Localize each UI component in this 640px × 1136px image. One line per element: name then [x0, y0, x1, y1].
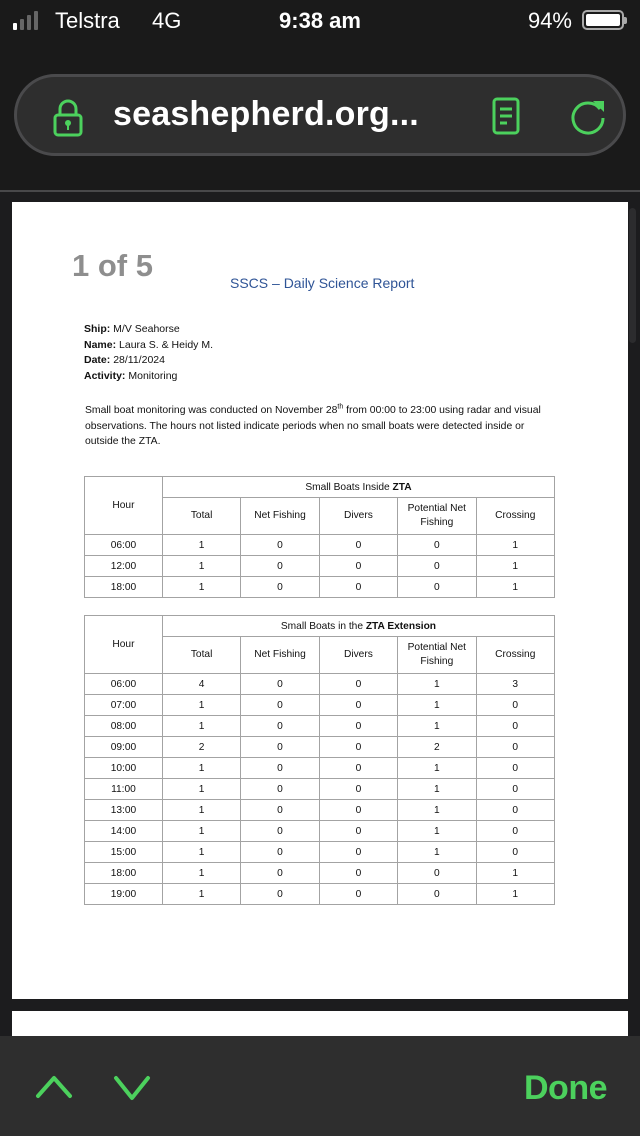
document-title: SSCS – Daily Science Report [230, 275, 415, 291]
meta-name: Name: Laura S. & Heidy M. [84, 338, 213, 351]
table-row [85, 884, 555, 905]
table-inside-zta [84, 476, 555, 598]
meta-date: Date: 28/11/2024 [84, 354, 165, 366]
cell-value: 0 [476, 800, 554, 821]
cell-value: 1 [162, 758, 240, 779]
table-row [85, 821, 555, 842]
cell-hour: 06:00 [85, 535, 163, 556]
column-header: Total [162, 637, 240, 674]
column-header: Net Fishing [241, 498, 319, 535]
cell-value: 0 [319, 821, 397, 842]
clock: 9:38 am [279, 8, 361, 33]
cell-value: 0 [319, 884, 397, 905]
cell-value: 0 [241, 779, 319, 800]
column-header: Potential Net Fishing [398, 498, 476, 535]
chevron-down-icon[interactable] [108, 1066, 156, 1111]
cell-value: 1 [162, 842, 240, 863]
cell-value: 0 [319, 695, 397, 716]
cell-value: 0 [241, 884, 319, 905]
cell-value: 0 [241, 556, 319, 577]
battery-percent: 94% [527, 8, 572, 33]
chevron-up-icon[interactable] [30, 1066, 78, 1111]
table-group-header: Small Boats Inside ZTA [162, 477, 554, 498]
table-row [85, 737, 555, 758]
column-header: Crossing [476, 498, 554, 535]
cell-value: 0 [241, 737, 319, 758]
cell-value: 0 [476, 716, 554, 737]
cell-value: 0 [319, 674, 397, 695]
cell-hour: 07:00 [85, 695, 163, 716]
cell-value: 1 [476, 863, 554, 884]
cell-value: 1 [476, 884, 554, 905]
intro-paragraph: Small boat monitoring was conducted on November 28th from 00:00 to 23:00 using radar and visual observations. The hours not listed indicate periods when no small boats were detected inside or outside the ZTA. [85, 403, 541, 447]
cell-hour: 08:00 [85, 716, 163, 737]
cell-value: 1 [476, 577, 554, 598]
cell-hour: 18:00 [85, 577, 163, 598]
cell-hour: 10:00 [85, 758, 163, 779]
cell-value: 1 [162, 821, 240, 842]
cell-value: 0 [476, 695, 554, 716]
table-row [85, 577, 555, 598]
cell-value: 0 [241, 674, 319, 695]
cell-value: 0 [319, 758, 397, 779]
table-row [85, 695, 555, 716]
column-header: Potential Net Fishing [398, 637, 476, 674]
status-bar [0, 0, 640, 40]
column-header: Divers [319, 637, 397, 674]
meta-ship: Ship: M/V Seahorse [84, 323, 180, 335]
cell-value: 1 [398, 674, 476, 695]
scrollbar[interactable] [629, 208, 636, 343]
cell-hour: 09:00 [85, 737, 163, 758]
cell-value: 1 [162, 535, 240, 556]
cell-value: 3 [476, 674, 554, 695]
column-header: Net Fishing [241, 637, 319, 674]
cell-value: 0 [241, 758, 319, 779]
table-row [85, 535, 555, 556]
column-header: Total [162, 498, 240, 535]
cell-hour: 12:00 [85, 556, 163, 577]
cell-value: 1 [162, 577, 240, 598]
cell-value: 1 [162, 695, 240, 716]
cell-value: 0 [476, 842, 554, 863]
lock-icon [53, 99, 83, 142]
cell-value: 0 [319, 863, 397, 884]
cell-value: 0 [398, 884, 476, 905]
url-text[interactable]: seashepherd.org... [113, 95, 419, 133]
cell-value: 0 [319, 800, 397, 821]
pdf-page-1 [12, 202, 628, 999]
table-row [85, 674, 555, 695]
table-row [85, 800, 555, 821]
cell-value: 1 [398, 821, 476, 842]
meta-activity: Activity: Monitoring [84, 369, 178, 382]
reader-view-icon[interactable] [491, 97, 521, 140]
column-header: Crossing [476, 637, 554, 674]
cell-value: 2 [162, 737, 240, 758]
cell-value: 0 [319, 556, 397, 577]
pdf-page-2 [12, 1011, 628, 1036]
cell-value: 0 [241, 863, 319, 884]
cell-value: 0 [241, 716, 319, 737]
cell-value: 0 [319, 577, 397, 598]
cell-hour: 15:00 [85, 842, 163, 863]
network-type: 4G [152, 8, 182, 33]
cell-value: 0 [476, 821, 554, 842]
cell-value: 1 [398, 758, 476, 779]
cell-value: 0 [319, 737, 397, 758]
cell-value: 1 [476, 535, 554, 556]
cell-hour: 14:00 [85, 821, 163, 842]
bottom-toolbar [0, 1036, 640, 1136]
cell-value: 1 [476, 556, 554, 577]
cell-value: 0 [476, 779, 554, 800]
cell-value: 1 [398, 800, 476, 821]
table-row [85, 716, 555, 737]
cell-value: 1 [162, 884, 240, 905]
cell-value: 0 [398, 577, 476, 598]
cell-value: 2 [398, 737, 476, 758]
cell-value: 1 [162, 716, 240, 737]
cell-value: 4 [162, 674, 240, 695]
cell-value: 1 [162, 779, 240, 800]
cell-value: 0 [319, 716, 397, 737]
column-header-hour: Hour [85, 477, 163, 535]
cell-hour: 19:00 [85, 884, 163, 905]
table-group-header: Small Boats in the ZTA Extension [162, 616, 554, 637]
cell-value: 0 [241, 535, 319, 556]
report-meta [84, 322, 213, 384]
table-row [85, 779, 555, 800]
cell-value: 0 [241, 695, 319, 716]
column-header-hour: Hour [85, 616, 163, 674]
cell-value: 1 [398, 716, 476, 737]
page-counter: 1 of 5 [72, 248, 153, 283]
cell-hour: 18:00 [85, 863, 163, 884]
cell-value: 0 [319, 779, 397, 800]
cell-value: 0 [476, 737, 554, 758]
reload-icon[interactable] [569, 97, 607, 140]
cell-value: 1 [162, 863, 240, 884]
cell-value: 1 [398, 695, 476, 716]
cell-value: 1 [398, 842, 476, 863]
done-button[interactable]: Done [524, 1069, 607, 1107]
table-row [85, 556, 555, 577]
column-header: Divers [319, 498, 397, 535]
table-zta-extension [84, 615, 555, 905]
cell-value: 0 [319, 842, 397, 863]
table-row [85, 863, 555, 884]
cell-hour: 13:00 [85, 800, 163, 821]
carrier-name: Telstra [55, 8, 120, 33]
cell-hour: 11:00 [85, 779, 163, 800]
cell-value: 0 [476, 758, 554, 779]
cell-value: 0 [241, 577, 319, 598]
cell-value: 0 [398, 535, 476, 556]
cell-value: 0 [241, 800, 319, 821]
cell-value: 1 [162, 556, 240, 577]
table-body [85, 674, 555, 905]
cell-hour: 06:00 [85, 674, 163, 695]
cell-value: 0 [319, 535, 397, 556]
cell-value: 0 [241, 821, 319, 842]
pdf-viewport[interactable] [0, 192, 640, 1036]
address-bar[interactable] [14, 74, 626, 156]
cell-value: 1 [162, 800, 240, 821]
cell-value: 1 [398, 779, 476, 800]
battery-icon [582, 10, 624, 30]
cell-value: 0 [398, 556, 476, 577]
cell-value: 0 [241, 842, 319, 863]
table-body [85, 535, 555, 598]
table-row [85, 842, 555, 863]
table-row [85, 758, 555, 779]
cell-value: 0 [398, 863, 476, 884]
